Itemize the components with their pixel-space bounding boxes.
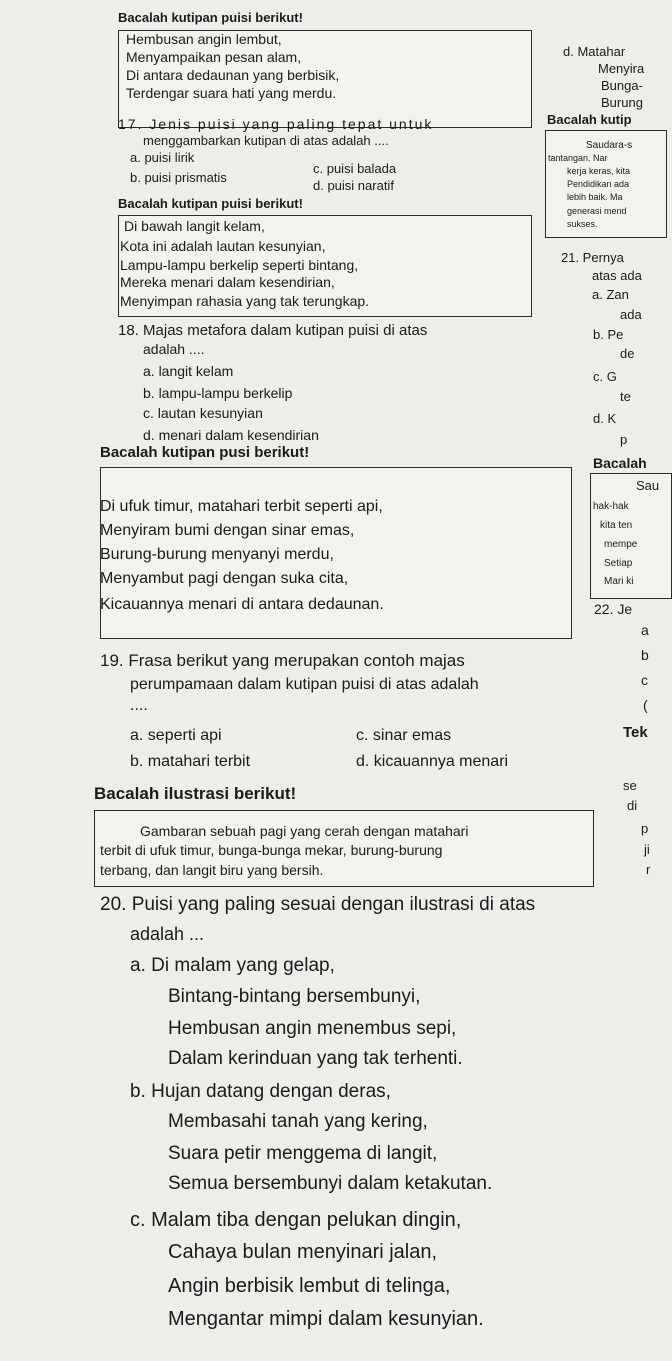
poem-2-line-1: Di bawah langit kelam,	[124, 218, 265, 234]
q19-option-b[interactable]: b. matahari terbit	[130, 753, 251, 770]
edge-text: (	[643, 697, 648, 713]
poem-2-line-3: Lampu-lampu berkelip seperti bintang,	[120, 257, 359, 273]
q20-option-c-line-2: Cahaya bulan menyinari jalan,	[168, 1241, 438, 1263]
q20-stem-2: adalah ...	[130, 924, 205, 944]
q18-option-d[interactable]: d. menari dalam kesendirian	[143, 427, 319, 443]
edge-text: Burung	[601, 95, 643, 110]
illustration-line-2: terbit di ufuk timur, bunga-bunga mekar, burung-burung	[100, 842, 443, 858]
q19-stem-3: ....	[130, 697, 148, 714]
q19-stem-1: 19. Frasa berikut yang merupakan contoh majas	[100, 651, 465, 670]
q20-option-b-line-2: Membasahi tanah yang kering,	[168, 1111, 428, 1132]
edge-text: Pendidikan ada	[567, 179, 630, 189]
edge-text: 21. Pernya	[561, 250, 624, 265]
edge-text: Menyira	[598, 61, 645, 76]
q17-stem-1: 17. Jenis puisi yang paling tepat untuk	[118, 116, 434, 132]
edge-text: a	[641, 622, 649, 638]
edge-text: generasi mend	[567, 206, 627, 216]
q17-option-c[interactable]: c. puisi balada	[313, 161, 397, 176]
q19-option-d[interactable]: d. kicauannya menari	[356, 753, 509, 770]
section-1-heading: Bacalah kutipan puisi berikut!	[118, 10, 303, 25]
q20-stem-1: 20. Puisi yang paling sesuai dengan ilustrasi di atas	[100, 894, 536, 915]
q18-stem-1: 18. Majas metafora dalam kutipan puisi di atas	[118, 322, 428, 339]
edge-text: di	[627, 798, 638, 813]
q19-stem-2: perumpamaan dalam kutipan puisi di atas adalah	[130, 676, 479, 693]
edge-heading: Bacalah	[593, 455, 647, 471]
edge-text: ada	[620, 307, 642, 322]
edge-text: Sau	[636, 478, 660, 493]
q19-option-c[interactable]: c. sinar emas	[356, 727, 452, 744]
poem-1-line-4: Terdengar suara hati yang merdu.	[126, 85, 337, 101]
edge-text: d. Matahar	[563, 44, 626, 59]
poem-1-line-3: Di antara dedaunan yang berbisik,	[126, 67, 340, 83]
q17-stem-2: menggambarkan kutipan di atas adalah ....	[143, 133, 389, 148]
edge-text: mempe	[604, 539, 638, 550]
edge-text: c	[641, 672, 648, 688]
section-3-heading: Bacalah kutipan pusi berikut!	[100, 444, 310, 461]
poem-3-line-4: Menyambut pagi dengan suka cita,	[100, 570, 349, 587]
q20-option-b-line-4: Semua bersembunyi dalam ketakutan.	[168, 1173, 493, 1194]
illustration-line-3: terbang, dan langit biru yang bersih.	[100, 862, 324, 878]
edge-text: r	[646, 862, 651, 877]
edge-text: kita ten	[600, 520, 633, 531]
edge-text: a. Zan	[592, 287, 629, 302]
edge-text: lebih baik. Ma	[567, 192, 623, 202]
q20-option-b-line-3: Suara petir menggema di langit,	[168, 1143, 438, 1164]
poem-2-line-5: Menyimpan rahasia yang tak terungkap.	[120, 293, 370, 309]
edge-text: 22. Je	[594, 601, 633, 617]
edge-text: p	[641, 821, 649, 836]
q18-option-c[interactable]: c. lautan kesunyian	[143, 405, 263, 421]
edge-text: ji	[644, 842, 650, 857]
illustration-line-1: Gambaran sebuah pagi yang cerah dengan matahari	[140, 823, 469, 839]
q20-option-c-line-1[interactable]: c. Malam tiba dengan pelukan dingin,	[130, 1209, 462, 1231]
q17-option-a[interactable]: a. puisi lirik	[130, 150, 195, 165]
edge-text: p	[620, 432, 628, 447]
edge-text: b. Pe	[593, 327, 624, 342]
edge-text: c. G	[593, 369, 617, 384]
edge-text: hak-hak	[593, 501, 629, 512]
edge-text: d. K	[593, 411, 617, 426]
q19-option-a[interactable]: a. seperti api	[130, 727, 222, 744]
q17-option-d[interactable]: d. puisi naratif	[313, 178, 394, 193]
poem-2-line-4: Mereka menari dalam kesendirian,	[120, 274, 335, 290]
q20-option-c-line-4: Mengantar mimpi dalam kesunyian.	[168, 1308, 484, 1330]
poem-3-line-1: Di ufuk timur, matahari terbit seperti api,	[100, 498, 383, 515]
edge-text: sukses.	[567, 219, 598, 229]
edge-text: te	[620, 389, 631, 404]
edge-text: de	[620, 346, 635, 361]
edge-text: kerja keras, kita	[567, 166, 631, 176]
q20-option-c-line-3: Angin berbisik lembut di telinga,	[168, 1275, 451, 1297]
poem-3-line-2: Menyiram bumi dengan sinar emas,	[100, 522, 355, 539]
edge-text: Mari ki	[604, 576, 634, 587]
edge-text: se	[623, 778, 637, 793]
q20-option-a-line-1[interactable]: a. Di malam yang gelap,	[130, 955, 335, 976]
poem-1-line-2: Menyampaikan pesan alam,	[126, 49, 302, 65]
poem-1-line-1: Hembusan angin lembut,	[126, 31, 282, 47]
poem-3-line-3: Burung-burung menyanyi merdu,	[100, 546, 334, 563]
edge-text: Bunga-	[601, 78, 643, 93]
edge-text: tantangan. Nar	[548, 153, 608, 163]
q20-option-a-line-4: Dalam kerinduan yang tak terhenti.	[168, 1048, 463, 1069]
edge-heading: Tek	[623, 724, 648, 741]
poem-3-line-5: Kicauannya menari di antara dedaunan.	[100, 596, 384, 613]
q17-option-b[interactable]: b. puisi prismatis	[130, 170, 227, 185]
q20-option-a-line-2: Bintang-bintang bersembunyi,	[168, 986, 421, 1007]
edge-text: b	[641, 647, 649, 663]
poem-2-line-2: Kota ini adalah lautan kesunyian,	[120, 238, 326, 254]
edge-text: atas ada	[592, 268, 642, 283]
q20-option-a-line-3: Hembusan angin menembus sepi,	[168, 1018, 457, 1039]
edge-heading: Bacalah kutip	[547, 112, 632, 127]
edge-text: Setiap	[604, 558, 633, 569]
q18-option-b[interactable]: b. lampu-lampu berkelip	[143, 385, 293, 401]
edge-text: Saudara-s	[586, 140, 633, 151]
q18-option-a[interactable]: a. langit kelam	[143, 363, 234, 379]
q20-option-b-line-1[interactable]: b. Hujan datang dengan deras,	[130, 1081, 391, 1102]
section-4-heading: Bacalah ilustrasi berikut!	[94, 784, 297, 803]
q18-stem-2: adalah ....	[143, 341, 205, 357]
section-2-heading: Bacalah kutipan puisi berikut!	[118, 196, 303, 211]
